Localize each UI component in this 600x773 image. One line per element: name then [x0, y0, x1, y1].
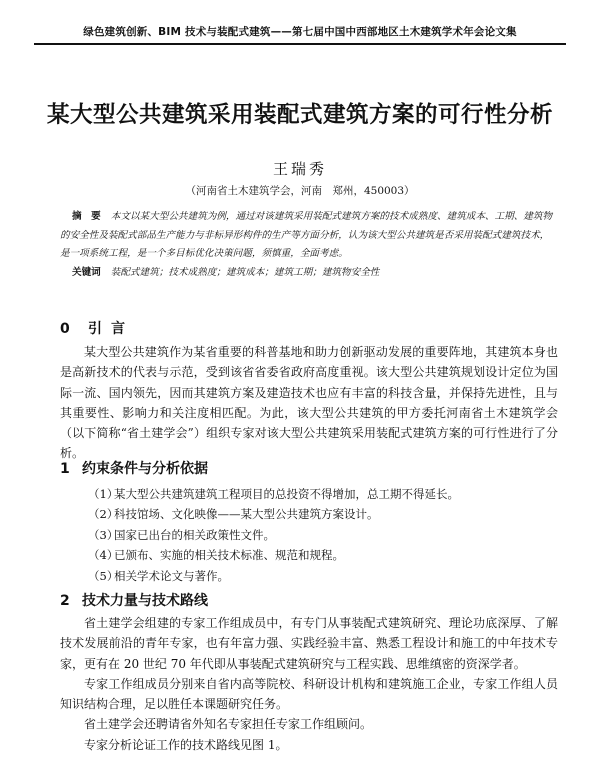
list-item	[88, 484, 560, 504]
section-title: 引言	[88, 321, 134, 337]
list-item-number: （2）	[88, 507, 119, 522]
paragraph: 专家分析论证工作的技术路线见图 1。	[84, 737, 288, 752]
list-item	[88, 545, 560, 565]
section-number: 0	[60, 321, 70, 337]
section-heading-introduction	[60, 318, 134, 338]
section-title: 技术力量与技术路线	[82, 593, 208, 609]
section-number: 2	[60, 593, 70, 609]
list-item	[88, 566, 560, 586]
paper-title: 某大型公共建筑采用装配式建筑方案的可行性分析	[46, 102, 553, 128]
list-item-number: （4）	[88, 548, 119, 563]
section-number: 1	[60, 461, 70, 477]
author-affiliation: （河南省土木建筑学会，河南 郑州，450003）	[185, 185, 415, 197]
abstract-label: 摘 要	[72, 211, 101, 222]
list-item-text: 国家已出台的相关政策性文件。	[114, 527, 275, 542]
paragraph: 某大型公共建筑作为某省重要的科普基地和助力创新驱动发展的重要阵地，其建筑本身也是高新技术的代表与示范，受到该省省委省政府高度重视。该大型公共建筑规划设计定位为国际一流、国内领先，因而其建筑方案及建造技术也应有丰富的科技含量，并保持先进性，且与其重要性、影响力和关注度相匹配。为此，该大型公共建筑的甲方委托河南省土木建筑学会（以下简称“省土建学会”）组织专家对该大型公共建筑采用装配式建筑方案的可行性进行了分析。	[60, 345, 558, 461]
paragraph: 省土建学会组建的专家工作组成员中，有专门从事装配式建筑研究、理论功底深厚、了解技术发展前沿的青年专家，也有年富力强、实践经验丰富、熟悉工程设计和施工的中年技术专家，更有在 20 世纪 70 年代即从事装配式建筑研究与工程实践、思维缜密的资深学者。	[60, 616, 558, 671]
list-item	[88, 504, 560, 524]
keywords-line	[60, 264, 556, 283]
section-heading-constraints	[60, 458, 208, 478]
introduction-body	[60, 342, 558, 464]
technical-route-body	[60, 613, 558, 755]
list-item-text: 已颁布、实施的相关技术标准、规范和规程。	[114, 548, 344, 563]
paragraph: 专家工作组成员分别来自省内高等院校、科研设计机构和建筑施工企业，专家工作组人员知识结构合理，足以胜任本课题研究任务。	[60, 676, 558, 712]
paragraph: 省土建学会还聘请省外知名专家担任专家工作组顾问。	[84, 717, 373, 732]
section-heading-technical-route	[60, 590, 208, 610]
header-rule	[34, 43, 566, 45]
keywords-label: 关键词	[72, 266, 101, 278]
list-item-text: 某大型公共建筑建筑工程项目的总投资不得增加，总工期不得延长。	[114, 487, 459, 501]
author-name: 王瑞秀	[272, 160, 327, 178]
list-item-number: （1）	[88, 487, 119, 501]
abstract-paragraph	[60, 208, 556, 264]
abstract-text: 本文以某大型公共建筑为例，通过对该建筑采用装配式建筑方案的技术成熟度、建筑成本、工期、建筑物的安全性及装配式部品生产能力与非标异形构件的生产等方面分析，认为该大型公共建筑是否采用装配式建筑技术，是一项系统工程，是一个多目标优化决策问题，须慎重，全面考虑。	[60, 211, 553, 259]
section-title: 约束条件与分析依据	[82, 461, 208, 477]
keywords-text: 装配式建筑；技术成熟度；建筑成本；建筑工期；建筑物安全性	[110, 266, 380, 278]
constraints-list	[88, 484, 560, 586]
list-item-number: （5）	[88, 568, 119, 583]
list-item-text: 相关学术论文与著作。	[114, 568, 229, 583]
abstract-block	[60, 208, 556, 282]
list-item-text: 科技馆场、文化映像——某大型公共建筑方案设计。	[114, 507, 379, 522]
running-header: 绿色建筑创新、BIM 技术与装配式建筑——第七届中国中西部地区土木建筑学术年会论文集	[83, 26, 517, 38]
list-item	[88, 525, 560, 545]
list-item-number: （3）	[88, 527, 119, 542]
